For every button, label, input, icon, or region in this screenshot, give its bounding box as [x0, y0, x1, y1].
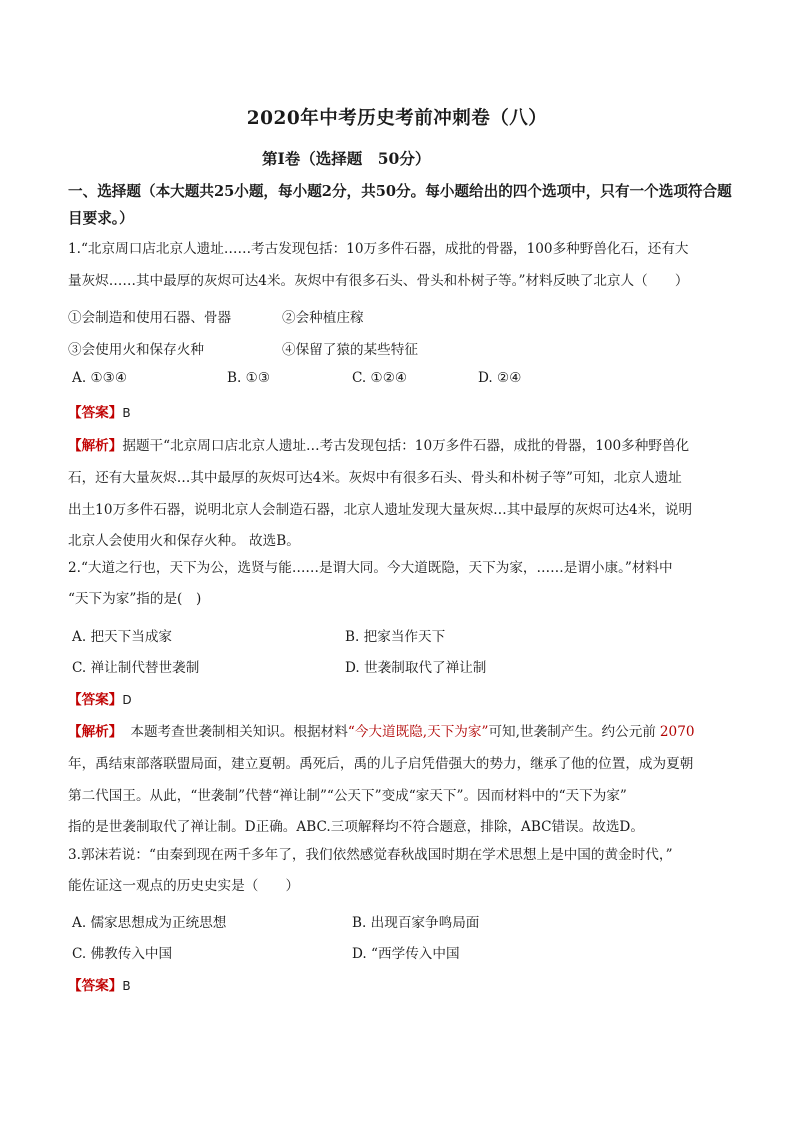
q2-analysis-line2: 年，禹结束部落联盟局面，建立夏朝。禹死后，禹的儿子启凭借强大的势力，继承了他的位置，成为夏朝 — [68, 756, 694, 772]
section-instructions-line1: 一、选择题（本大题共25小题，每小题2分，共50分。每小题给出的四个选项中，只有一个选项符合题 — [68, 183, 732, 200]
answer-label: 【答案】 — [68, 405, 123, 421]
q3-stem-line1: 3.郭沫若说：“由秦到现在两千多年了，我们依然感觉春秋战国时期在学术思想上是中国的黄金时代，” — [68, 847, 673, 863]
q3-stem-line2: 能佐证这一观点的历史史实是（ ） — [68, 878, 300, 894]
analysis-label: 【解析】 — [68, 438, 123, 454]
q1-item-1: ①会制造和使用石器、骨器 — [68, 310, 232, 326]
q1-analysis-line3: 出土10万多件石器，说明北京人会制造石器，北京人遗址发现大量灰烬…其中最厚的灰烬可达4米，说明 — [68, 502, 693, 518]
q2-stem-line2: “天下为家”指的是( ) — [68, 591, 202, 607]
q1-analysis-line1 — [68, 434, 689, 454]
q3-option-a: A. 儒家思想成为正统思想 — [72, 915, 227, 931]
q1-option-a: A. ①③④ — [72, 370, 128, 386]
q3-option-b: B. 出现百家争鸣局面 — [352, 915, 480, 931]
q1-option-c: C. ①②④ — [352, 370, 408, 386]
q1-item-2: ②会种植庄稼 — [282, 310, 364, 326]
q1-option-b: B. ①③ — [227, 370, 271, 386]
q1-analysis-line4: 北京人会使用火和保存火种。 故选B。 — [68, 533, 300, 549]
q2-option-d: D. 世袭制取代了禅让制 — [345, 660, 487, 676]
answer-value: B — [122, 406, 131, 420]
q2-option-b: B. 把家当作天下 — [345, 629, 446, 645]
q1-stem-line1: 1.“北京周口店北京人遗址……考古发现包括：10万多件石器，成批的骨器，100多种野兽化石，还有大 — [68, 241, 689, 257]
q3-option-c: C. 佛教传入中国 — [72, 946, 173, 962]
q1-stem-line2: 量灰烬……其中最厚的灰烬可达4米。灰烬中有很多石头、骨头和朴树子等。”材料反映了北京人（ ） — [68, 273, 689, 289]
answer-value: D — [122, 693, 132, 707]
answer-value: B — [122, 979, 131, 993]
analysis-year: 2070 — [659, 724, 695, 740]
page-title: 2020年中考历史考前冲刺卷（八） — [246, 108, 548, 129]
q1-item-3: ③会使用火和保存火种 — [68, 342, 204, 358]
q2-analysis-line4: 指的是世袭制取代了禅让制。D正确。ABC.三项解释均不符合题意，排除，ABC错误。故选D。 — [68, 819, 644, 835]
analysis-text-c: 可知,世袭制产生。约公元前 — [488, 724, 656, 740]
q2-answer — [68, 688, 132, 708]
q3-answer — [68, 974, 131, 994]
q2-option-a: A. 把天下当成家 — [72, 629, 173, 645]
q2-analysis-line1 — [68, 720, 695, 740]
q2-analysis-line3: 第二代国王。从此，“世袭制”代替“禅让制”“公天下”变成“家天下”。因而材料中的“天下为家” — [68, 788, 627, 804]
q1-answer — [68, 401, 131, 421]
q2-option-c: C. 禅让制代替世袭制 — [72, 660, 200, 676]
analysis-text: 据题干“北京周口店北京人遗址…考古发现包括：10万多件石器，成批的骨器，100多种野兽化 — [122, 438, 690, 454]
page-subtitle: 第Ⅰ卷（选择题 50分） — [262, 149, 431, 168]
q2-stem-line1: 2.“大道之行也，天下为公，选贤与能……是谓大同。今大道既隐，天下为家，……是谓小康。”材料中 — [68, 560, 673, 576]
q1-option-d: D. ②④ — [478, 370, 522, 386]
answer-label: 【答案】 — [68, 978, 123, 994]
q3-option-d: D. “西学传入中国 — [352, 946, 460, 962]
section-instructions-line2: 目要求。） — [68, 210, 134, 227]
q1-item-4: ④保留了猿的某些特征 — [282, 342, 418, 358]
q1-analysis-line2: 石，还有大量灰烬…其中最厚的灰烬可达4米。灰烬中有很多石头、骨头和朴树子等”可知，北京人遗址 — [68, 470, 682, 486]
answer-label: 【答案】 — [68, 692, 123, 708]
analysis-text-a: 本题考查世袭制相关知识。根据材料 — [130, 724, 348, 740]
analysis-quote: “今大道既隐,天下为家” — [347, 724, 489, 740]
analysis-label: 【解析】 — [68, 724, 123, 740]
